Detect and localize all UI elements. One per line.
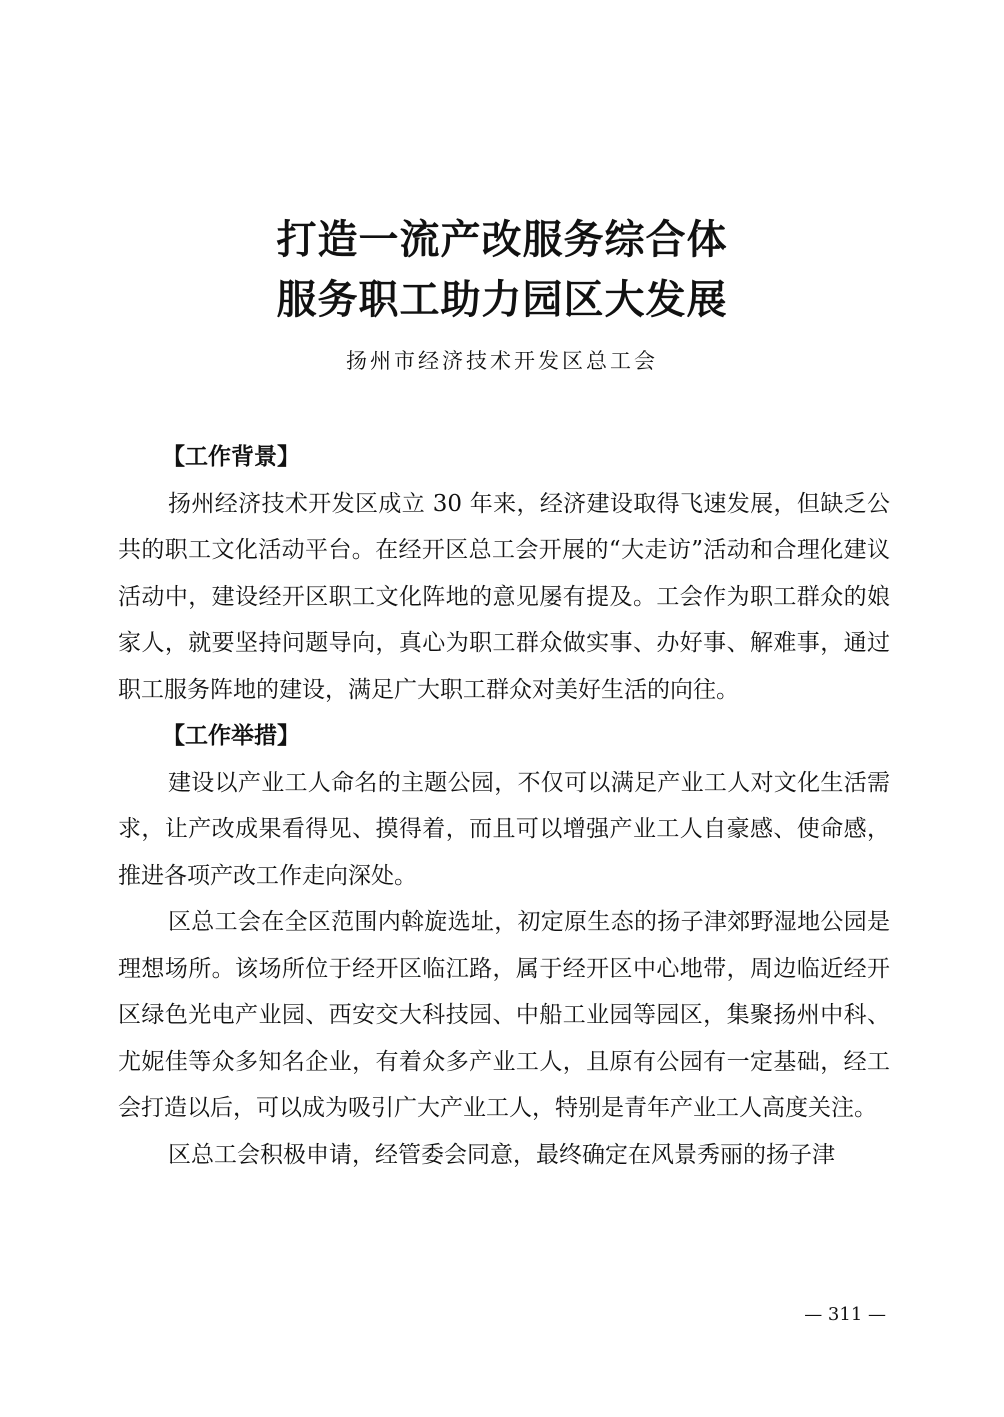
author-organization: 扬州市经济技术开发区总工会 [346,349,658,373]
paragraph: 建设以产业工人命名的主题公园，不仅可以满足产业工人对文化生活需求，让产改成果看得见、摸得着，而且可以增强产业工人自豪感、使命感，推进各项产改工作走向深处。 [118,769,890,889]
section-heading-background: 【工作背景】 [162,444,300,470]
section-heading-measures: 【工作举措】 [162,723,300,749]
paragraph: 区总工会在全区范围内斡旋选址，初定原生态的扬子津郊野湿地公园是理想场所。该场所位于经开区临江路，属于经开区中心地带，周边临近经开区绿色光电产业园、西安交大科技园、中船工业园等园区，集聚扬州中科、尤妮佳等众多知名企业，有着众多产业工人，且原有公园有一定基础，经工会打造以后，可以成为吸引广大产业工人，特别是青年产业工人高度关注。 [118,909,890,1121]
paragraph: 区总工会积极申请，经管委会同意，最终确定在风景秀丽的扬子津 [168,1141,835,1168]
title-line-2: 服务职工助力园区大发展 [276,276,728,323]
document-body [118,434,890,1178]
page-number: — 311 — [804,1304,886,1325]
paragraph: 扬州经济技术开发区成立 30 年来，经济建设取得飞速发展，但缺乏公共的职工文化活动平台。在经开区总工会开展的“大走访”活动和合理化建议活动中，建设经开区职工文化阵地的意见屡有提及。工会作为职工群众的娘家人，就要坚持问题导向，真心为职工群众做实事、办好事、解难事，通过职工服务阵地的建设，满足广大职工群众对美好生活的向往。 [118,490,890,703]
title-line-1: 打造一流产改服务综合体 [276,216,728,263]
